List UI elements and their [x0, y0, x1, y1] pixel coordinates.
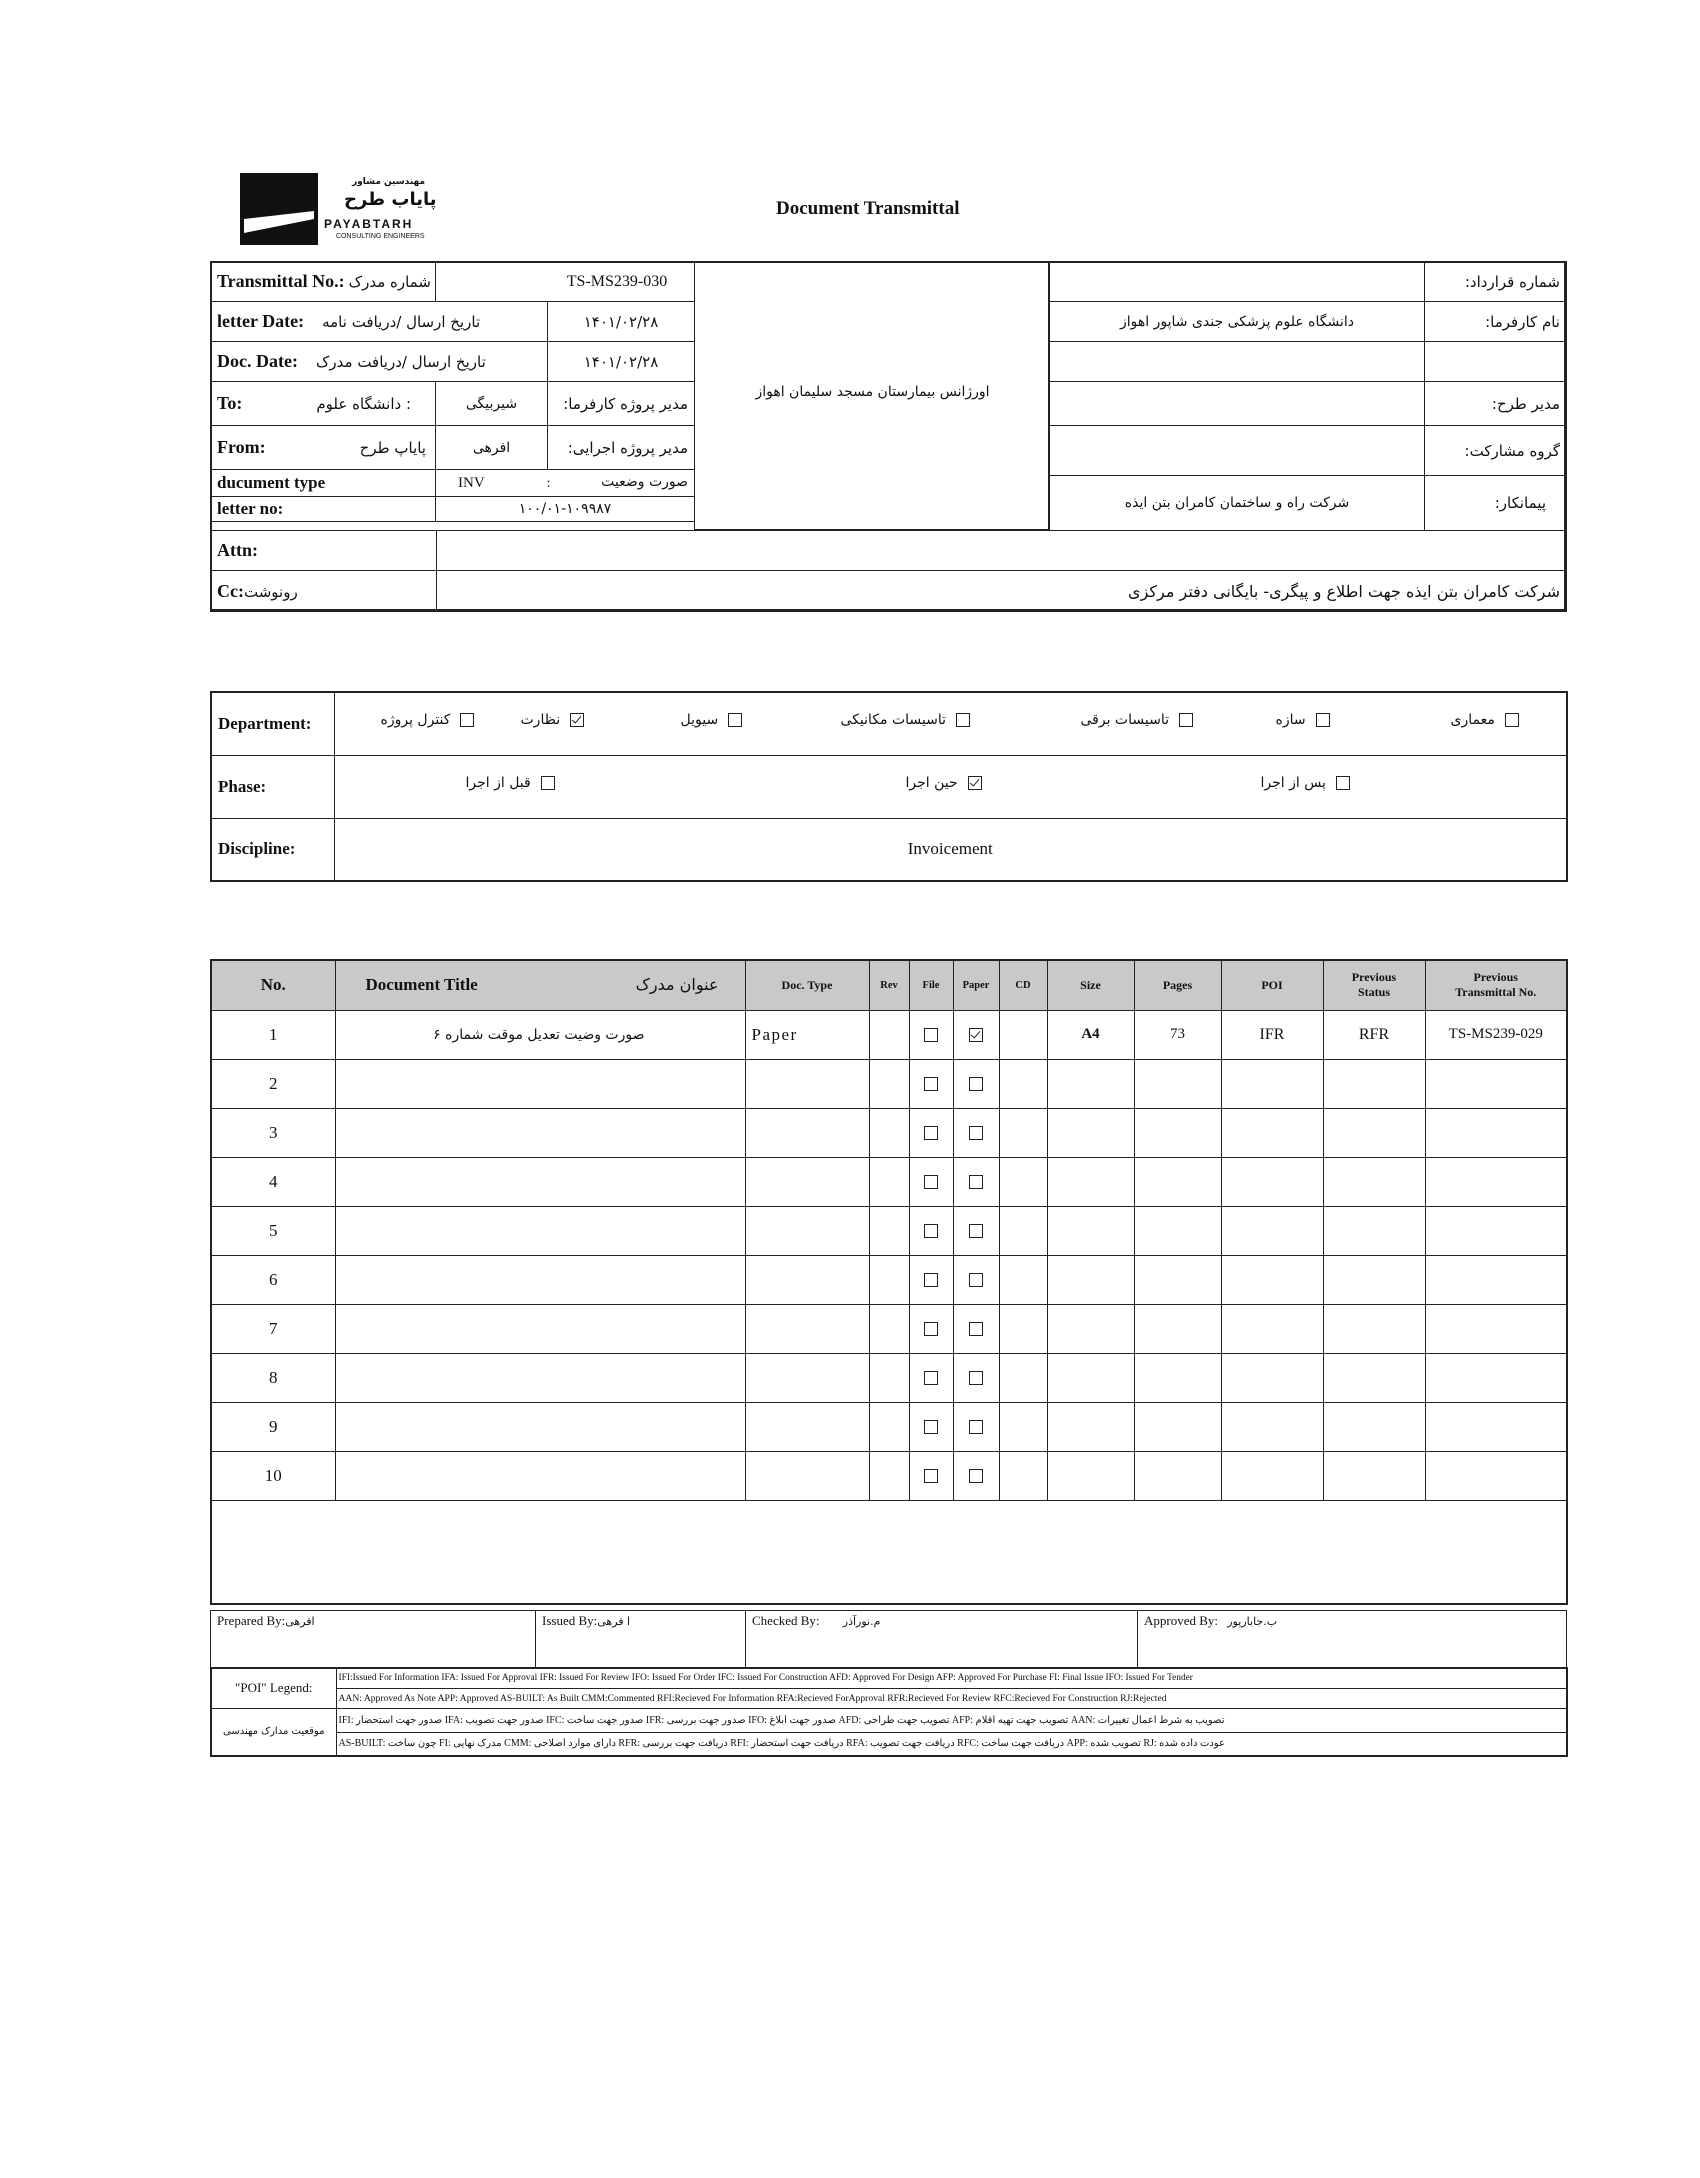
cell-cd: [999, 1206, 1047, 1255]
cell-title: [335, 1304, 745, 1353]
cell-no: 10: [211, 1451, 335, 1500]
cell-prev_status: [1323, 1304, 1425, 1353]
from-role: مدیر پروژه اجرایی:: [548, 426, 695, 470]
checkbox-icon[interactable]: [924, 1420, 938, 1434]
checkbox-icon[interactable]: [956, 713, 970, 727]
checkbox-icon[interactable]: [969, 1420, 983, 1434]
department-table: [210, 691, 1568, 882]
contractor-value: شرکت راه و ساختمان کامران بتن ایذه: [1050, 476, 1425, 531]
cell-size: A4: [1047, 1010, 1134, 1059]
checkbox-icon[interactable]: [924, 1322, 938, 1336]
cell-title: [335, 1206, 745, 1255]
checkbox-icon[interactable]: [924, 1224, 938, 1238]
cell-poi: [1221, 1157, 1323, 1206]
cell-rev: [869, 1255, 909, 1304]
cell-size: [1047, 1353, 1134, 1402]
cell-size: [1047, 1451, 1134, 1500]
checkbox-icon[interactable]: [924, 1273, 938, 1287]
cell-paper: [953, 1108, 999, 1157]
table-row: [211, 1402, 1567, 1451]
checkbox-checked-icon[interactable]: [969, 1028, 983, 1042]
cell-poi: [1221, 1206, 1323, 1255]
cell-title: [335, 1402, 745, 1451]
cell-prev_status: [1323, 1157, 1425, 1206]
cell-paper: [953, 1451, 999, 1500]
discipline-label: Discipline:: [211, 818, 334, 881]
table-row: [211, 1255, 1567, 1304]
cell-type: [745, 1451, 869, 1500]
cell-poi: IFR: [1221, 1010, 1323, 1059]
cell-poi: [1221, 1255, 1323, 1304]
checkbox-icon[interactable]: [969, 1224, 983, 1238]
department-option[interactable]: [1276, 712, 1330, 728]
cell-pages: [1134, 1206, 1221, 1255]
cell-no: 7: [211, 1304, 335, 1353]
cell-prev_tn: [1425, 1108, 1567, 1157]
cell-file: [909, 1206, 953, 1255]
cell-type: [745, 1255, 869, 1304]
cell-file: [909, 1402, 953, 1451]
department-option-label: نظارت: [520, 711, 561, 728]
transmittal-no-label: Transmittal No.:: [217, 271, 345, 291]
phase-option[interactable]: [906, 775, 982, 791]
cell-size: [1047, 1255, 1134, 1304]
checkbox-icon[interactable]: [460, 713, 474, 727]
remarks-area: [211, 1500, 1567, 1604]
attn-cc-table: [210, 530, 1567, 612]
cell-type: [745, 1304, 869, 1353]
transmittal-no-fa: شماره مدرک: [348, 273, 431, 291]
cell-paper: [953, 1157, 999, 1206]
cell-paper: [953, 1353, 999, 1402]
cell-prev_status: [1323, 1059, 1425, 1108]
cell-rev: [869, 1010, 909, 1059]
col-size: Size: [1047, 960, 1134, 1010]
col-title-fa: عنوان مدرک: [635, 975, 719, 995]
issued-label: Issued By:: [542, 1613, 598, 1628]
cell-type: [745, 1402, 869, 1451]
cell-no: 3: [211, 1108, 335, 1157]
cell-poi: [1221, 1353, 1323, 1402]
cell-poi: [1221, 1402, 1323, 1451]
checkbox-icon[interactable]: [1336, 776, 1350, 790]
cell-title: [335, 1451, 745, 1500]
department-option[interactable]: [681, 712, 743, 728]
cell-cd: [999, 1059, 1047, 1108]
checkbox-icon[interactable]: [969, 1371, 983, 1385]
checkbox-icon[interactable]: [969, 1077, 983, 1091]
doctype-code: INV: [458, 475, 485, 491]
cell-prev_tn: [1425, 1402, 1567, 1451]
legend-line-4: AS-BUILT: چون ساخت FI: مدرک نهایی CMM: دارای موارد اصلاحی RFR: دریافت جهت بررسی RFI: دریافت جهت استحضار RFA: دریافت جهت تصویب RFC: دریافت جهت ساخت APP: تصویب شده RJ: عودت داده شده: [336, 1732, 1567, 1756]
doc-date-value: ۱۴۰۱/۰۲/۲۸: [548, 342, 695, 382]
cell-type: [745, 1206, 869, 1255]
attn-label: Attn:: [211, 531, 437, 571]
partner-label: گروه مشارکت:: [1425, 426, 1567, 476]
cc-label: Cc:: [217, 580, 244, 601]
col-title: Document Title: [365, 975, 478, 995]
cell-paper: [953, 1304, 999, 1353]
cell-pages: [1134, 1402, 1221, 1451]
signatures-table: [210, 1610, 1567, 1668]
letter-date-value: ۱۴۰۱/۰۲/۲۸: [548, 302, 695, 342]
approved-label: Approved By:: [1144, 1613, 1219, 1628]
to-person: شیربیگی: [436, 382, 548, 426]
cell-file: [909, 1157, 953, 1206]
transmittal-no-value: TS-MS239-030: [436, 262, 695, 302]
checkbox-icon[interactable]: [728, 713, 742, 727]
employer-value: دانشگاه علوم پزشکی جندی شاپور اهواز: [1050, 302, 1425, 342]
col-prev-tn-1: Previous: [1473, 970, 1518, 985]
department-option[interactable]: [381, 712, 475, 728]
cell-prev_tn: [1425, 1304, 1567, 1353]
contract-info-table: [1049, 261, 1567, 531]
cell-title: [335, 1255, 745, 1304]
checkbox-icon[interactable]: [924, 1175, 938, 1189]
cell-prev_status: [1323, 1353, 1425, 1402]
checkbox-icon[interactable]: [969, 1273, 983, 1287]
cell-type: [745, 1059, 869, 1108]
phase-option-label: پس از اجرا: [1260, 774, 1326, 791]
checkbox-icon[interactable]: [924, 1469, 938, 1483]
issued-value: ا فرهی: [597, 1615, 631, 1628]
project-name: اورژانس بیمارستان مسجد سلیمان اهواز: [755, 384, 990, 400]
brand-tagline: CONSULTING ENGINEERS: [336, 233, 425, 240]
cell-prev_tn: [1425, 1451, 1567, 1500]
cell-pages: [1134, 1157, 1221, 1206]
cell-pages: [1134, 1353, 1221, 1402]
cell-cd: [999, 1108, 1047, 1157]
doc-date-fa: تاریخ ارسال /دریافت مدرک: [315, 353, 486, 371]
checkbox-icon[interactable]: [969, 1322, 983, 1336]
from-person: افرهی: [436, 426, 548, 470]
department-option[interactable]: [1081, 712, 1193, 728]
project-cell: [694, 261, 1049, 530]
checkbox-checked-icon[interactable]: [570, 713, 584, 727]
cell-rev: [869, 1059, 909, 1108]
cell-size: [1047, 1059, 1134, 1108]
doctype-fa: صورت وضعیت: [601, 474, 689, 490]
cell-type: [745, 1108, 869, 1157]
cell-rev: [869, 1353, 909, 1402]
checkbox-icon[interactable]: [924, 1371, 938, 1385]
checkbox-icon[interactable]: [969, 1126, 983, 1140]
doctype-separator: :: [546, 476, 551, 491]
cell-paper: [953, 1402, 999, 1451]
cell-file: [909, 1255, 953, 1304]
department-option[interactable]: [521, 712, 585, 728]
department-option-label: معماری: [1450, 711, 1495, 728]
discipline-value: Invoicement: [334, 818, 1567, 881]
cell-size: [1047, 1206, 1134, 1255]
cell-prev_status: [1323, 1451, 1425, 1500]
cell-title: [335, 1059, 745, 1108]
legend-line-3: IFI: صدور جهت استحضار IFA: صدور جهت تصویب IFC: صدور جهت ساخت IFR: صدور جهت بررسی IFO: صدور جهت ابلاغ AFD: تصویب جهت طراحی AFP: تصویب جهت تهیه اقلام AAN: تصویب به شرط اعمال تغییرات: [336, 1708, 1567, 1732]
col-paper: Paper: [953, 960, 999, 1010]
cell-prev_status: [1323, 1255, 1425, 1304]
department-option-label: کنترل پروژه: [380, 711, 451, 728]
col-type: Doc. Type: [745, 960, 869, 1010]
cell-no: 6: [211, 1255, 335, 1304]
cell-prev_tn: [1425, 1206, 1567, 1255]
checkbox-icon[interactable]: [924, 1077, 938, 1091]
prepared-label: Prepared By:: [217, 1613, 286, 1628]
cell-type: [745, 1157, 869, 1206]
cell-pages: [1134, 1304, 1221, 1353]
phase-options: [334, 755, 1567, 818]
cell-paper: [953, 1010, 999, 1059]
checkbox-icon[interactable]: [1505, 713, 1519, 727]
phase-option[interactable]: [1261, 775, 1350, 791]
cell-type: Paper: [745, 1010, 869, 1059]
table-row: [211, 1108, 1567, 1157]
checkbox-icon[interactable]: [1316, 713, 1330, 727]
cell-prev_tn: TS-MS239-029: [1425, 1010, 1567, 1059]
cell-size: [1047, 1402, 1134, 1451]
col-prev-status-1: Previous: [1351, 970, 1397, 985]
cell-no: 2: [211, 1059, 335, 1108]
cell-type: [745, 1353, 869, 1402]
table-row: [211, 1010, 1567, 1059]
col-rev: Rev: [869, 960, 909, 1010]
cell-rev: [869, 1304, 909, 1353]
cc-value: شرکت کامران بتن ایذه جهت اطلاع و پیگری- بایگانی دفتر مرکزی: [437, 571, 1567, 612]
doc-date-label: Doc. Date:: [217, 351, 298, 371]
checkbox-icon[interactable]: [1179, 713, 1193, 727]
checkbox-icon[interactable]: [541, 776, 555, 790]
department-option[interactable]: [1451, 712, 1519, 728]
cell-cd: [999, 1353, 1047, 1402]
cell-no: 4: [211, 1157, 335, 1206]
checkbox-icon[interactable]: [969, 1469, 983, 1483]
table-row: [211, 1206, 1567, 1255]
cell-no: 9: [211, 1402, 335, 1451]
cell-cd: [999, 1157, 1047, 1206]
brand-subtitle-fa: مهندسین مشاور: [352, 177, 426, 187]
transmittal-info-table: [210, 261, 695, 522]
table-row: [211, 1059, 1567, 1108]
cell-file: [909, 1353, 953, 1402]
phase-option-label: حین اجرا: [905, 774, 958, 791]
cell-rev: [869, 1206, 909, 1255]
cell-prev_status: RFR: [1323, 1010, 1425, 1059]
col-poi: POI: [1221, 960, 1323, 1010]
checked-value: م.نورآذر: [842, 1615, 881, 1628]
legend-line-1: IFI:Issued For Information IFA: Issued For Approval IFR: Issued For Review IFO: Issued For Order IFC: Issued For Construction AFD: Approved For Design AFP: Approved For Purchase FI: Final Issue IFO: Issued For Tender: [336, 1668, 1567, 1688]
documents-table: [210, 959, 1568, 1605]
brand-name-en: PAYABTARH: [324, 217, 414, 231]
cell-size: [1047, 1304, 1134, 1353]
col-prev-status-2: Status: [1357, 985, 1390, 1000]
cell-file: [909, 1451, 953, 1500]
checkbox-icon[interactable]: [924, 1028, 938, 1042]
cell-prev_tn: [1425, 1353, 1567, 1402]
cell-rev: [869, 1402, 909, 1451]
phase-option-label: قبل از اجرا: [465, 774, 531, 791]
cell-size: [1047, 1157, 1134, 1206]
cell-prev_status: [1323, 1108, 1425, 1157]
cell-paper: [953, 1206, 999, 1255]
legend-line-2: AAN: Approved As Note APP: Approved AS-BUILT: As Built CMM:Commented RFI:Recieved For Information RFA:Recieved ForApproval RFR:Recieved For Review RFC:Recieved For Construction RJ:Rejected: [336, 1688, 1567, 1708]
phase-label: Phase:: [211, 755, 334, 818]
doctype-label: ducument type: [211, 470, 436, 497]
brand-name-fa: پایاب طرح: [344, 189, 437, 210]
designer-label: مدیر طرح:: [1425, 382, 1567, 426]
to-role: مدیر پروژه کارفرما:: [548, 382, 695, 426]
poi-legend-label: "POI" Legend:: [211, 1668, 336, 1708]
contract-no-label: شماره قرارداد:: [1425, 262, 1567, 302]
cell-file: [909, 1108, 953, 1157]
letter-date-fa: تاریخ ارسال /دریافت نامه: [322, 313, 481, 331]
cell-pages: [1134, 1451, 1221, 1500]
cell-cd: [999, 1255, 1047, 1304]
from-value: پایاپ طرح: [359, 439, 426, 457]
cell-poi: [1221, 1108, 1323, 1157]
cell-paper: [953, 1059, 999, 1108]
cell-no: 1: [211, 1010, 335, 1059]
cell-cd: [999, 1451, 1047, 1500]
to-value: دانشگاه علوم :: [316, 395, 412, 413]
from-label: From:: [217, 437, 266, 457]
cell-cd: [999, 1010, 1047, 1059]
phase-option[interactable]: [466, 775, 555, 791]
cell-no: 8: [211, 1353, 335, 1402]
cell-paper: [953, 1255, 999, 1304]
checkbox-icon[interactable]: [969, 1175, 983, 1189]
cell-poi: [1221, 1451, 1323, 1500]
legend-fa-label: موقعیت مدارک مهندسی: [211, 1708, 336, 1756]
cell-poi: [1221, 1304, 1323, 1353]
cell-prev_status: [1323, 1206, 1425, 1255]
cell-cd: [999, 1402, 1047, 1451]
cell-poi: [1221, 1059, 1323, 1108]
employer-label: نام کارفرما:: [1425, 302, 1567, 342]
department-option[interactable]: [841, 712, 971, 728]
company-logo: [240, 173, 440, 247]
cell-file: [909, 1059, 953, 1108]
cell-file: [909, 1010, 953, 1059]
logo-mark-icon: [240, 173, 318, 245]
table-row: [211, 1451, 1567, 1500]
department-option-label: تاسیسات مکانیکی: [840, 711, 947, 728]
department-option-label: تاسیسات برقی: [1080, 711, 1169, 728]
col-prev-tn-2: Transmittal No.: [1455, 985, 1537, 1000]
cell-pages: [1134, 1255, 1221, 1304]
cell-prev_tn: [1425, 1157, 1567, 1206]
letter-no-value: ۱۰۰/۰۱-۱۰۹۹۸۷: [436, 497, 695, 522]
table-row: [211, 1353, 1567, 1402]
checkbox-checked-icon[interactable]: [968, 776, 982, 790]
checked-label: Checked By:: [752, 1613, 820, 1628]
approved-value: ب.جابارپور: [1227, 1615, 1278, 1628]
page-title: Document Transmittal: [776, 198, 960, 219]
col-cd: CD: [999, 960, 1047, 1010]
department-option-label: سیویل: [680, 711, 719, 728]
cell-pages: [1134, 1059, 1221, 1108]
contractor-label: پیمانکار:: [1425, 476, 1567, 531]
checkbox-icon[interactable]: [924, 1126, 938, 1140]
cell-prev_tn: [1425, 1255, 1567, 1304]
cell-title: [335, 1353, 745, 1402]
cell-prev_tn: [1425, 1059, 1567, 1108]
table-row: [211, 1304, 1567, 1353]
cell-pages: 73: [1134, 1010, 1221, 1059]
cell-title: [335, 1157, 745, 1206]
letter-no-label: letter no:: [211, 497, 436, 522]
cell-size: [1047, 1108, 1134, 1157]
department-label: Department:: [211, 692, 334, 755]
cell-no: 5: [211, 1206, 335, 1255]
col-no: No.: [211, 960, 335, 1010]
cell-cd: [999, 1304, 1047, 1353]
col-file: File: [909, 960, 953, 1010]
cell-title: صورت وضیت تعدیل موقت شماره ۶: [335, 1010, 745, 1059]
cell-rev: [869, 1157, 909, 1206]
cell-rev: [869, 1451, 909, 1500]
cell-pages: [1134, 1108, 1221, 1157]
prepared-value: افرهی: [285, 1615, 315, 1628]
letter-date-label: letter Date:: [217, 311, 305, 331]
cell-prev_status: [1323, 1402, 1425, 1451]
cell-file: [909, 1304, 953, 1353]
col-pages: Pages: [1134, 960, 1221, 1010]
to-label: To:: [217, 393, 243, 413]
cc-fa: رونوشت: [243, 582, 298, 601]
table-row: [211, 1157, 1567, 1206]
cell-rev: [869, 1108, 909, 1157]
department-option-label: سازه: [1275, 711, 1306, 728]
cell-title: [335, 1108, 745, 1157]
legend-table: [210, 1667, 1568, 1757]
department-options: [334, 692, 1567, 755]
